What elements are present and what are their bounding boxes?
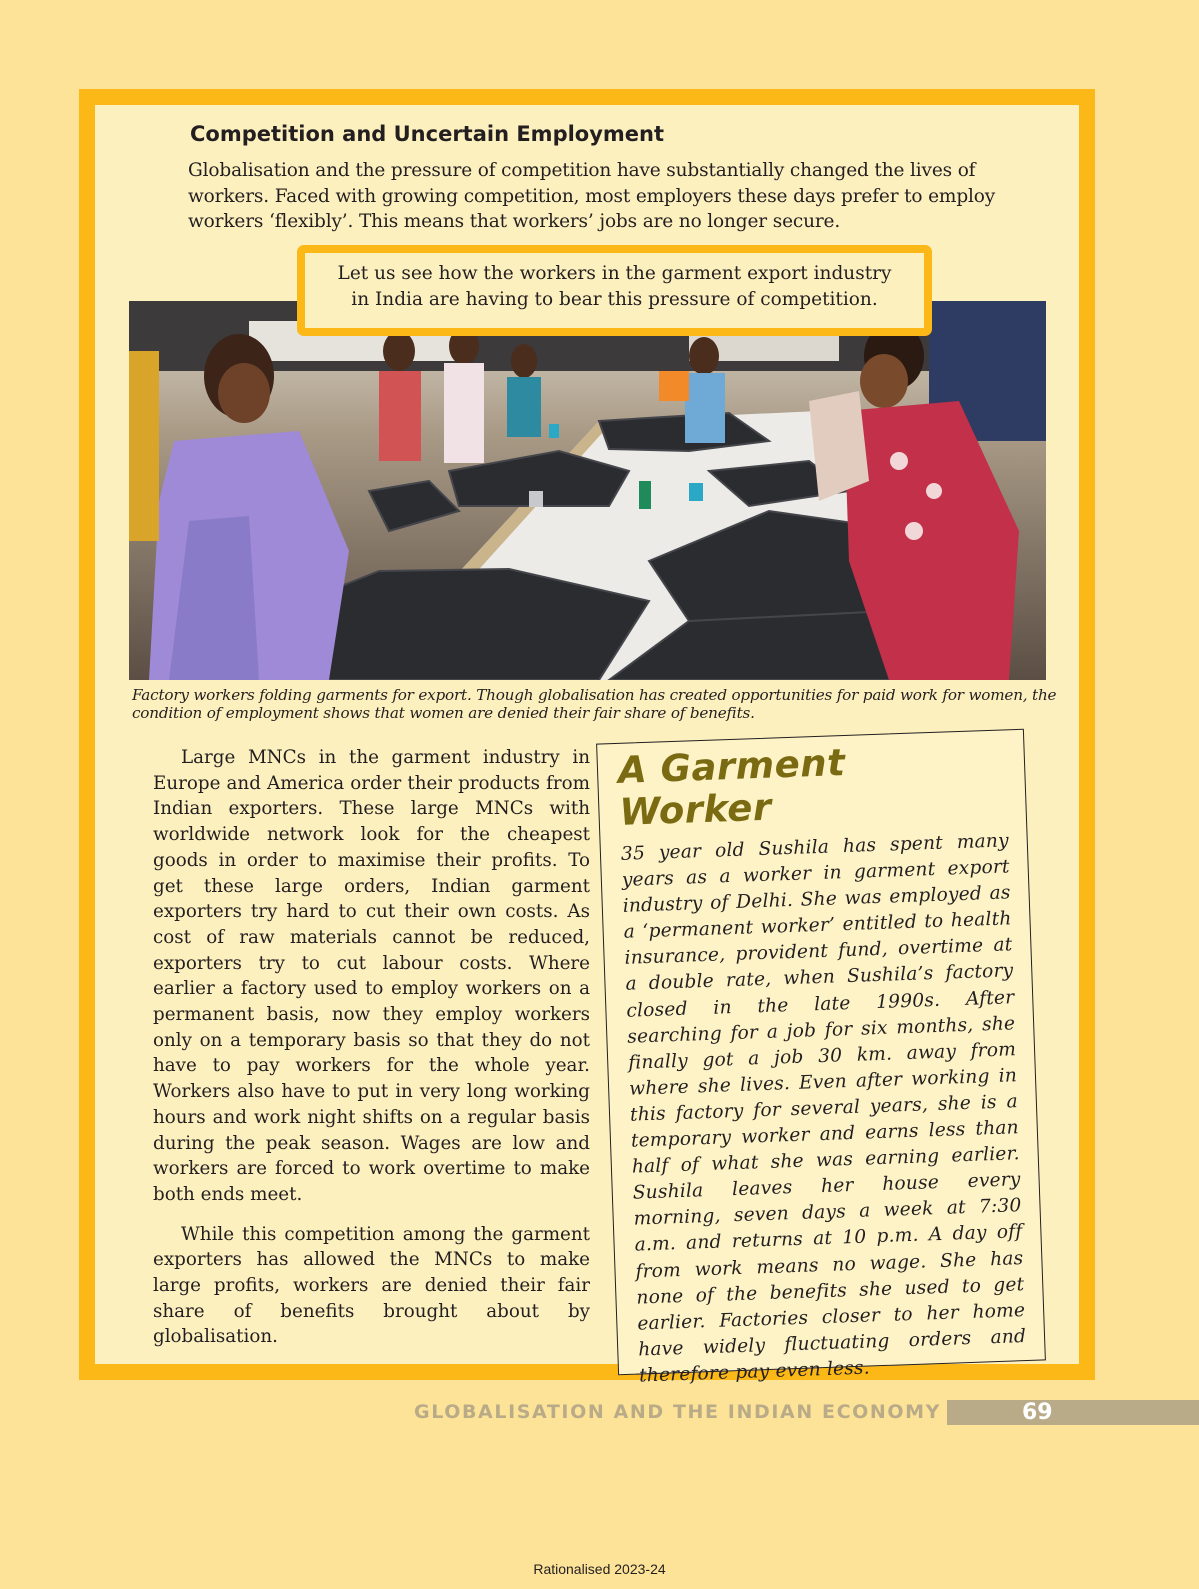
page-number: 69 [1022,1400,1053,1425]
footer-bar [938,1400,1199,1425]
section-heading: Competition and Uncertain Employment [190,122,665,146]
story-text: 35 year old Sushila has spent many years as a worker in garment export industry of Delhi. She was employed as a ‘permanent worker’ entitled to health insurance, provident fund, overtime at a double rate, when Sushila’s factory closed in the late 1990s. After searching for a job for six months, she finally got a job 30 km. away from where she lives. Even after working in this factory for several years, she is a temporary worker and earns less than half of what she was earning earlier. Sushila leaves her house every morning, seven days a week at 7:30 a.m. and returns at 10 p.m. A day off from work means no wage. She has none of the benefits she used to get earlier. Factories closer to her home have widely fluctuating orders and therefore pay even less. [620,830,1027,1387]
factory-photo [129,301,1046,680]
garment-worker-story-box [596,729,1046,1387]
intro-paragraph: Globalisation and the pressure of competition have substantially changed the lives of workers. Faced with growing competition, most employers these days prefer to employ workers ‘flexibly’. This means that workers’ jobs are no longer secure. [188,160,996,232]
photo-caption: Factory workers folding garments for export. Though globalisation has created opportunities for paid work for women, the condition of employment shows that women are denied their fair share of benefits. [132,686,1057,722]
callout-line-1: Let us see how the workers in the garment export industry [337,263,892,284]
factory-photo-illustration [129,301,1046,680]
body-paragraph-2: While this competition among the garment exporters has allowed the MNCs to make large profits, workers are denied their fair share of benefits brought about by globalisation. [153,1223,590,1348]
story-title: A Garment Worker [617,740,846,834]
footer-chapter-title: GLOBALISATION AND THE INDIAN ECONOMY [414,1400,947,1425]
callout-box [297,245,932,336]
body-paragraph-1: Large MNCs in the garment industry in Europe and America order their products from Indian exporters. These large MNCs with worldwide network look for the cheapest goods in order to maximise their profits. To get these large orders, Indian garment exporters try hard to cut their own costs. As cost of raw materials cannot be reduced, exporters try to cut labour costs. Where earlier a factory used to employ workers on a permanent basis, now they employ workers only on a temporary basis so that they do not have to pay workers for the whole year. Workers also have to put in very long working hours and work night shifts on a regular basis during the peak season. Wages are low and workers are forced to work overtime to make both ends meet. [153,747,590,1205]
body-column [153,745,590,1364]
rationalised-note: Rationalised 2023-24 [533,1561,666,1577]
callout-line-2: in India are having to bear this pressure of competition. [351,289,878,310]
